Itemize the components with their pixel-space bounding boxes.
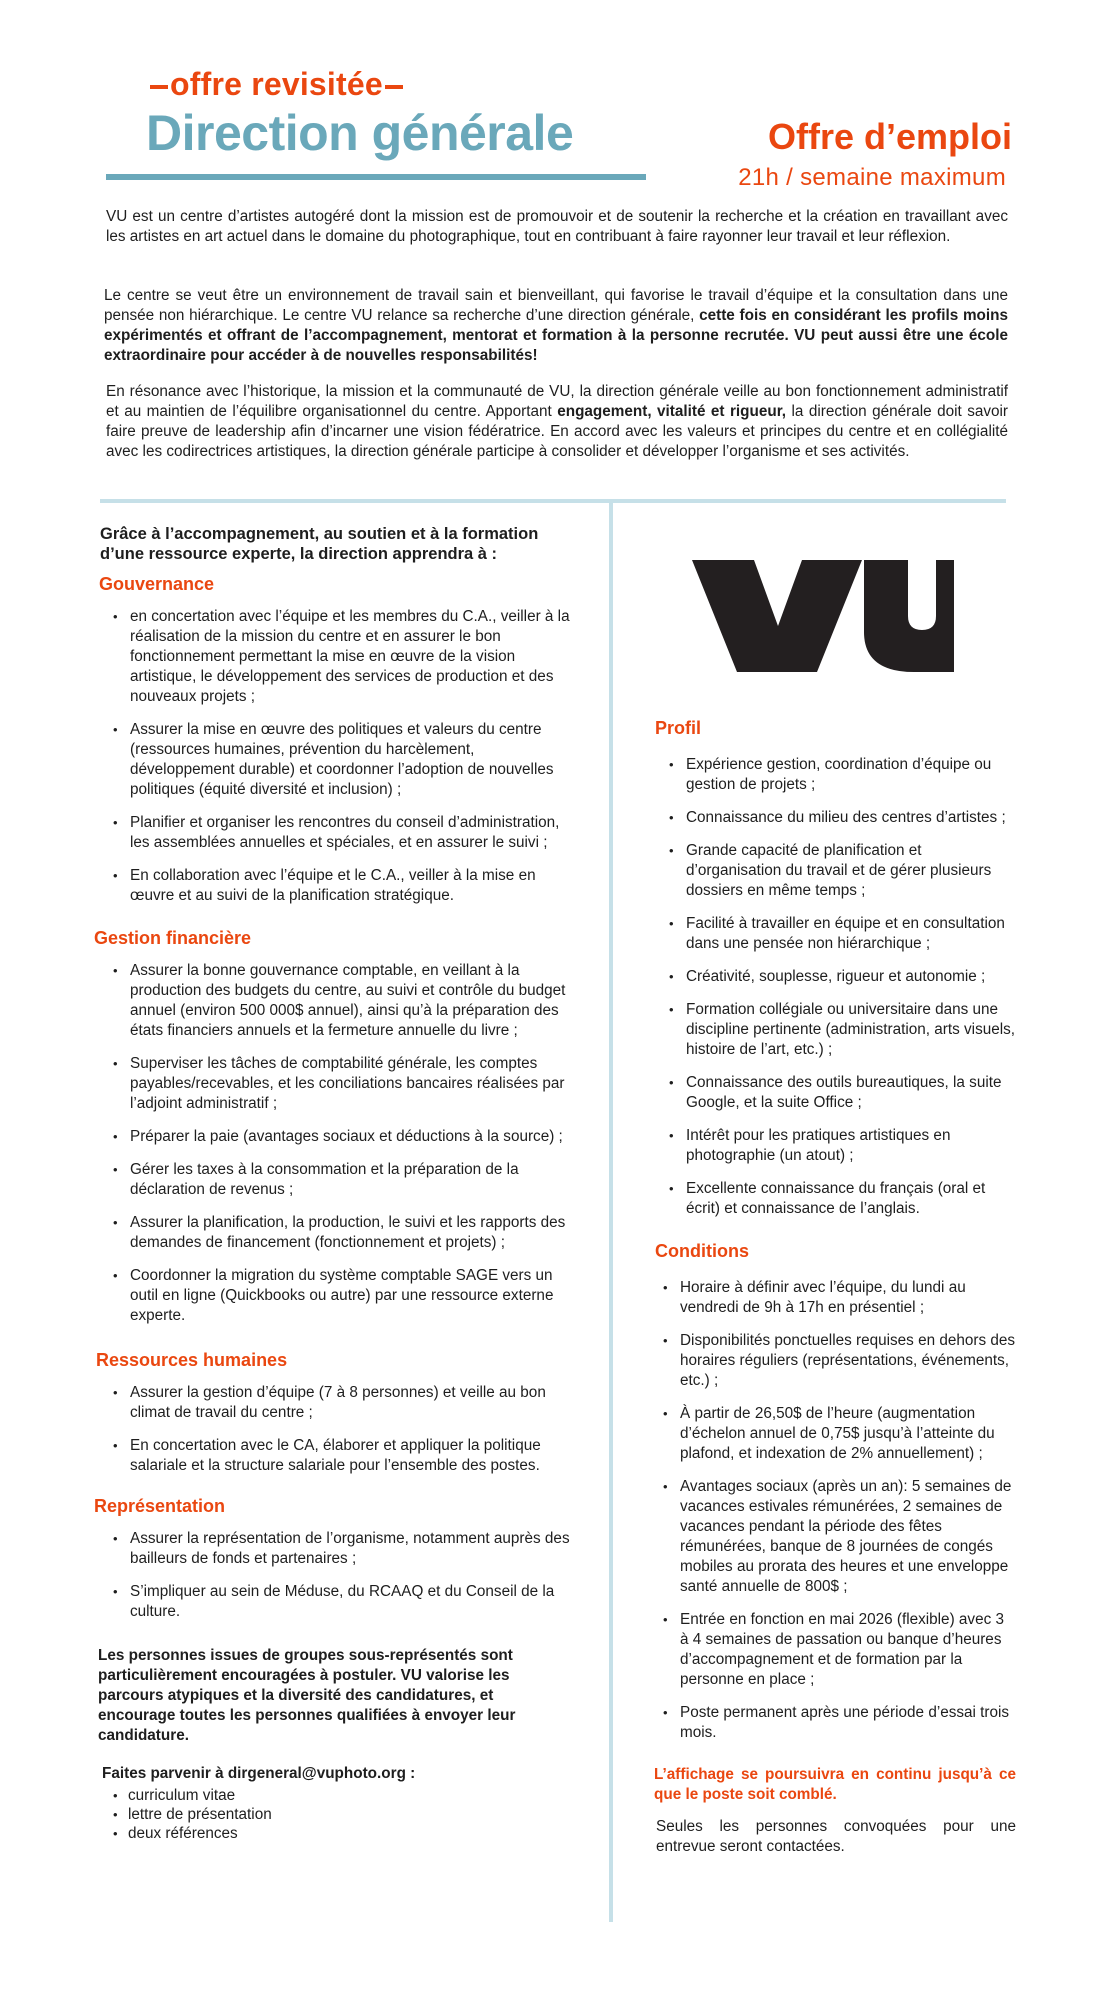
- section-title: Conditions: [655, 1241, 749, 1261]
- list-item: • En concertation avec le CA, élaborer et appliquer la politique salariale et la structure salariale pour l’ensemble des postes.: [100, 1436, 570, 1476]
- list-item: • Grande capacité de planification et d’organisation du travail et de gérer plusieurs dossiers en même temps ;: [656, 841, 1016, 901]
- list-item: • lettre de présentation: [100, 1805, 570, 1824]
- tagline-text: offre revisitée: [170, 66, 383, 102]
- list-item: • Avantages sociaux (après un an): 5 semaines de vacances estivales rémunérées, 2 semaines de vacances pendant la période des fêtes rémunérées, banque de 8 journées de congés mobiles au prorata des heures et une enveloppe santé annuelle de 800$ ;: [650, 1477, 1016, 1597]
- list-item: • Horaire à définir avec l’équipe, du lundi au vendredi de 9h à 17h en présentiel ;: [650, 1278, 1016, 1318]
- list-item: • Créativité, souplesse, rigueur et autonomie ;: [656, 967, 1016, 987]
- right-column: [656, 718, 1016, 1857]
- list-item: • Assurer la gestion d’équipe (7 à 8 personnes) et veille au bon climat de travail du centre ;: [100, 1383, 570, 1423]
- list-item: • Disponibilités ponctuelles requises en dehors des horaires réguliers (représentations, événements, etc.) ;: [650, 1331, 1016, 1391]
- section-gestion-financiere: [94, 928, 570, 1326]
- bullet-list: [100, 607, 570, 906]
- list-item: • Assurer la mise en œuvre des politiques et valeurs du centre (ressources humaines, prévention du harcèlement, développement durable) et coordonner l’adoption de nouvelles politiques (équité diversité et inclusion) ;: [100, 720, 570, 800]
- list-item: • deux références: [100, 1824, 570, 1843]
- bullet-list: [656, 755, 1016, 1219]
- list-item: • Préparer la paie (avantages sociaux et déductions à la source) ;: [100, 1127, 570, 1147]
- list-item: • Poste permanent après une période d’essai trois mois.: [650, 1703, 1016, 1743]
- offer-title: Offre d’emploi: [767, 116, 1012, 157]
- section-representation: [94, 1496, 570, 1622]
- intro-p2-bold: cette fois en considérant les profils moins expérimentés et offrant de l’accompagnement, mentorat et formation à la personne recrutée. VU peut aussi être une école extraordinaire pour accéder à de nouvelles responsabilités!: [104, 307, 1008, 364]
- list-item: • Assurer la planification, la production, le suivi et les rapports des demandes de financement (fonctionnement et projets) ;: [100, 1213, 570, 1253]
- section-gouvernance: [100, 574, 570, 906]
- intro-p3-bold: engagement, vitalité et rigueur,: [557, 403, 787, 420]
- list-item: • Excellente connaissance du français (oral et écrit) et connaissance de l’anglais.: [656, 1179, 1016, 1219]
- list-item: • Planifier et organiser les rencontres du conseil d’administration, les assemblées annuelles et spéciales, et en assurer le suivi ;: [100, 813, 570, 853]
- section-title: Représentation: [94, 1496, 226, 1516]
- posting-note: L’affichage se poursuivra en continu jusqu’à ce que le poste soit comblé.: [654, 1766, 1016, 1803]
- section-title: Gouvernance: [99, 574, 215, 594]
- list-item: • Gérer les taxes à la consommation et la préparation de la déclaration de revenus ;: [100, 1160, 570, 1200]
- intro-p3-text-c: la direction générale doit savoir faire preuve de leadership afin d’incarner une vision fédératrice. En accord avec les valeurs et principes du centre et en collégialité avec les codirectrices artistiques, la direction générale participe à consolider et développer l’organisme et ses activités.: [106, 403, 1008, 460]
- bullet-list: [100, 1383, 570, 1476]
- section-conditions: [656, 1241, 1016, 1743]
- horizontal-divider: [100, 499, 1006, 503]
- section-title: Profil: [655, 718, 702, 738]
- list-item: • curriculum vitae: [100, 1786, 570, 1805]
- section-title: Gestion financière: [94, 928, 252, 948]
- list-item: • À partir de 26,50$ de l’heure (augmentation d’échelon annuel de 0,75$ jusqu’à l’atteinte du plafond, et indexation de 2% annuellement) ;: [650, 1404, 1016, 1464]
- vu-logo-icon: [692, 560, 954, 678]
- list-item: • Expérience gestion, coordination d’équipe ou gestion de projets ;: [656, 755, 1016, 795]
- list-item: • Formation collégiale ou universitaire dans une discipline pertinente (administration, arts visuels, histoire de l’art, etc.) ;: [656, 1000, 1016, 1060]
- list-item: • S’impliquer au sein de Méduse, du RCAAQ et du Conseil de la culture.: [100, 1582, 570, 1622]
- intro-paragraph-1: VU est un centre d’artistes autogéré dont la mission est de promouvoir et de soutenir la recherche et la création en travaillant avec les artistes en art actuel dans le domaine du photographique, tout en contribuant à faire rayonner leur travail et leur réflexion.: [106, 208, 1008, 245]
- diversity-statement: Les personnes issues de groupes sous-représentés sont particulièrement encouragées à postuler. VU valorise les parcours atypiques et la diversité des candidatures, et encourage toutes les personnes qualifiées à envoyer leur candidature.: [98, 1647, 516, 1744]
- list-item: • Connaissance des outils bureautiques, la suite Google, et la suite Office ;: [656, 1073, 1016, 1113]
- bullet-list: [100, 1529, 570, 1622]
- list-item: • Intérêt pour les pratiques artistiques en photographie (un atout) ;: [656, 1126, 1016, 1166]
- list-item: • En collaboration avec l’équipe et le C.A., veiller à la mise en œuvre et au suivi de la planification stratégique.: [100, 866, 570, 906]
- contact-note: Seules les personnes convoquées pour une entrevue seront contactées.: [656, 1818, 1016, 1855]
- tagline: [148, 66, 405, 103]
- section-profil: [656, 718, 1016, 1219]
- section-title: Ressources humaines: [96, 1350, 288, 1370]
- intro-p2-text: Le centre se veut être un environnement de travail sain et bienveillant, qui favorise le travail d’équipe et la consultation dans une pensée non hiérarchique. Le centre VU relance sa recherche d’une direction générale,: [104, 287, 1008, 324]
- list-item: • Coordonner la migration du système comptable SAGE vers un outil en ligne (Quickbooks ou autre) par une ressource externe experte.: [100, 1266, 570, 1326]
- list-item: • Connaissance du milieu des centres d’artistes ;: [656, 808, 1016, 828]
- page-title: Direction générale: [146, 105, 574, 161]
- offer-hours: 21h / semaine maximum: [738, 164, 1006, 191]
- section-ressources-humaines: [96, 1350, 570, 1476]
- title-underline: [106, 174, 646, 180]
- intro-p3-text-a: En résonance avec l’historique, la mission et la communauté de VU, la direction générale veille au bon fonctionnement administratif et au maintien de l’équilibre organisationnel du centre. Apportant: [106, 383, 1008, 420]
- intro-paragraph-3: [106, 382, 1008, 462]
- list-item: • Assurer la représentation de l’organisme, notamment auprès des bailleurs de fonds et partenaires ;: [100, 1529, 570, 1569]
- list-item: • en concertation avec l’équipe et les membres du C.A., veiller à la réalisation de la mission du centre et en assurer le bon fonctionnement permettant la mise en œuvre de la vision artistique, le développement des services de production et des nouveaux projets ;: [100, 607, 570, 707]
- list-item: • Entrée en fonction en mai 2026 (flexible) avec 3 à 4 semaines de passation ou banque d’heures d’accompagnement et de formation par la personne en place ;: [650, 1610, 1016, 1690]
- bullet-list: [100, 961, 570, 1326]
- dash-left: [150, 85, 168, 89]
- intro-paragraph-2: [104, 286, 1008, 366]
- dash-right: [385, 85, 403, 89]
- vu-logo: [692, 560, 954, 683]
- column-divider: [609, 502, 613, 1922]
- learning-lead: Grâce à l’accompagnement, au soutien et à la formation d’une ressource experte, la direction apprendra à :: [100, 525, 539, 563]
- list-item: • Superviser les tâches de comptabilité générale, les comptes payables/recevables, et les conciliations bancaires réalisées par l’adjoint administratif ;: [100, 1054, 570, 1114]
- list-item: • Facilité à travailler en équipe et en consultation dans une pensée non hiérarchique ;: [656, 914, 1016, 954]
- left-column: [94, 524, 570, 1843]
- apply-instructions: Faites parvenir à dirgeneral@vuphoto.org :: [102, 1765, 416, 1782]
- list-item: • Assurer la bonne gouvernance comptable, en veillant à la production des budgets du centre, au suivi et contrôle du budget annuel (environ 500 000$ annuel), ainsi qu’à la préparation des états financiers annuels et la fermeture annuelle du livre ;: [100, 961, 570, 1041]
- application-documents-list: [100, 1786, 570, 1843]
- bullet-list: [650, 1278, 1016, 1743]
